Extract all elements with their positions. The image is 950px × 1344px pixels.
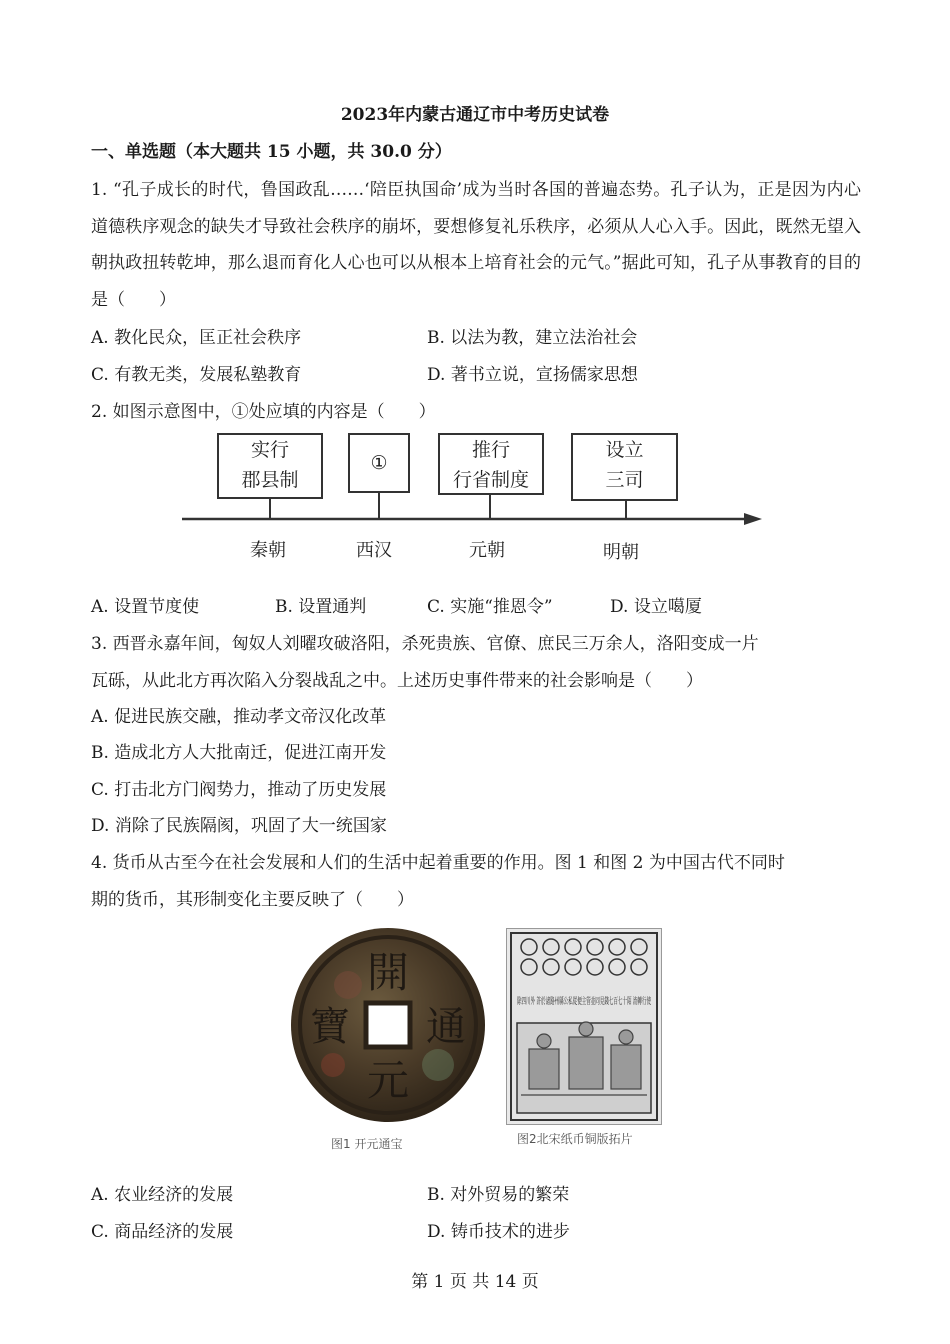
coin-char-right: 通 bbox=[426, 1004, 466, 1050]
q2-option-a: A. 设置节度使 bbox=[91, 597, 200, 617]
timeline-box-ming bbox=[571, 433, 678, 501]
box-yuan-line2: 行省制度 bbox=[452, 469, 529, 491]
song-paper-money-rubbing-image bbox=[506, 928, 784, 1125]
q4-option-c: C. 商品经济的发展 bbox=[91, 1222, 234, 1242]
coin-char-top: 開 bbox=[366, 948, 410, 997]
box-ming-line1: 设立 bbox=[605, 439, 644, 461]
q1-option-b: B. 以法为教，建立法治社会 bbox=[427, 328, 638, 348]
q2-option-b: B. 设置通判 bbox=[275, 597, 367, 617]
q3-option-d: D. 消除了民族隔阂，巩固了大一统国家 bbox=[91, 816, 387, 836]
question-1-stem: 1. “孔子成长的时代，鲁国政乱……‘陪臣执国命’成为当时各国的普遍态势。孔子认为，正是因为内心道德秩序观念的缺失才导致社会秩序的崩坏，要想修复礼乐秩序，必须从人心入手。因此，既然无望入朝执政扭转乾坤，那么退而育化人心也可以从根本上培育社会的元气。”据此可知，孔子从事教育的目的是（ ） bbox=[91, 180, 861, 310]
question-3-stem-line2: 瓦砾，从此北方再次陷入分裂战乱之中。上述历史事件带来的社会影响是（ ） bbox=[91, 671, 703, 691]
exam-title: 2023年内蒙古通辽市中考历史试卷 bbox=[340, 105, 610, 125]
q1-option-c: C. 有教无类，发展私塾教育 bbox=[91, 365, 302, 385]
q4-option-a: A. 农业经济的发展 bbox=[91, 1185, 234, 1205]
note-inscription: 除四川外 許於諸路州縣公私從便主管並同見錢七百七十陌 流轉行使 bbox=[517, 997, 784, 1007]
timeline-box-blank bbox=[348, 433, 410, 493]
timeline-box-yuan bbox=[438, 433, 544, 495]
coin-char-left: 寶 bbox=[310, 1004, 350, 1050]
timeline-label-western-han: 西汉 bbox=[356, 540, 392, 561]
q3-option-a: A. 促进民族交融，推动孝文帝汉化改革 bbox=[91, 707, 387, 727]
dynasty-timeline-diagram bbox=[180, 425, 780, 565]
question-4-stem-line1: 4. 货币从古至今在社会发展和人们的生活中起着重要的作用。图 1 和图 2 为中国古代不同时 bbox=[91, 853, 785, 873]
figure-1-caption: 图1 开元通宝 bbox=[331, 1137, 403, 1151]
kaiyuan-tongbao-coin-image bbox=[288, 925, 488, 1125]
timeline-box-qin bbox=[217, 433, 323, 499]
q1-option-d: D. 著书立说，宣扬儒家思想 bbox=[427, 365, 638, 385]
timeline-label-yuan: 元朝 bbox=[469, 540, 505, 561]
q2-option-d: D. 设立噶厦 bbox=[610, 597, 702, 617]
figure-2-caption: 图2北宋纸币铜版拓片 bbox=[517, 1132, 633, 1146]
q3-option-b: B. 造成北方人大批南迁，促进江南开发 bbox=[91, 743, 387, 763]
q3-option-c: C. 打击北方门阀势力，推动了历史发展 bbox=[91, 780, 387, 800]
q4-option-b: B. 对外贸易的繁荣 bbox=[427, 1185, 570, 1205]
q2-option-c: C. 实施“推恩令” bbox=[427, 597, 553, 617]
section-heading: 一、单选题（本大题共 15 小题，共 30.0 分） bbox=[91, 142, 452, 162]
page-footer: 第 1 页 共 14 页 bbox=[411, 1272, 539, 1292]
box-qin-line1: 实行 bbox=[250, 439, 289, 461]
box-ming-line2: 三司 bbox=[605, 469, 644, 491]
coin-char-bottom: 元 bbox=[366, 1056, 410, 1105]
box-yuan-line1: 推行 bbox=[471, 439, 510, 461]
q4-option-d: D. 铸币技术的进步 bbox=[427, 1222, 570, 1242]
question-4-stem-line2: 期的货币，其形制变化主要反映了（ ） bbox=[91, 890, 414, 910]
box-qin-line2: 郡县制 bbox=[241, 469, 299, 491]
box-blank-marker: ① bbox=[370, 452, 388, 474]
question-3-stem-line1: 3. 西晋永嘉年间，匈奴人刘曜攻破洛阳，杀死贵族、官僚、庶民三万余人，洛阳变成一片 bbox=[91, 634, 759, 654]
question-2-stem: 2. 如图示意图中，①处应填的内容是（ ） bbox=[91, 402, 436, 422]
timeline-label-ming: 明朝 bbox=[603, 542, 639, 563]
q1-option-a: A. 教化民众，匡正社会秩序 bbox=[91, 328, 302, 348]
timeline-label-qin: 秦朝 bbox=[250, 540, 286, 561]
